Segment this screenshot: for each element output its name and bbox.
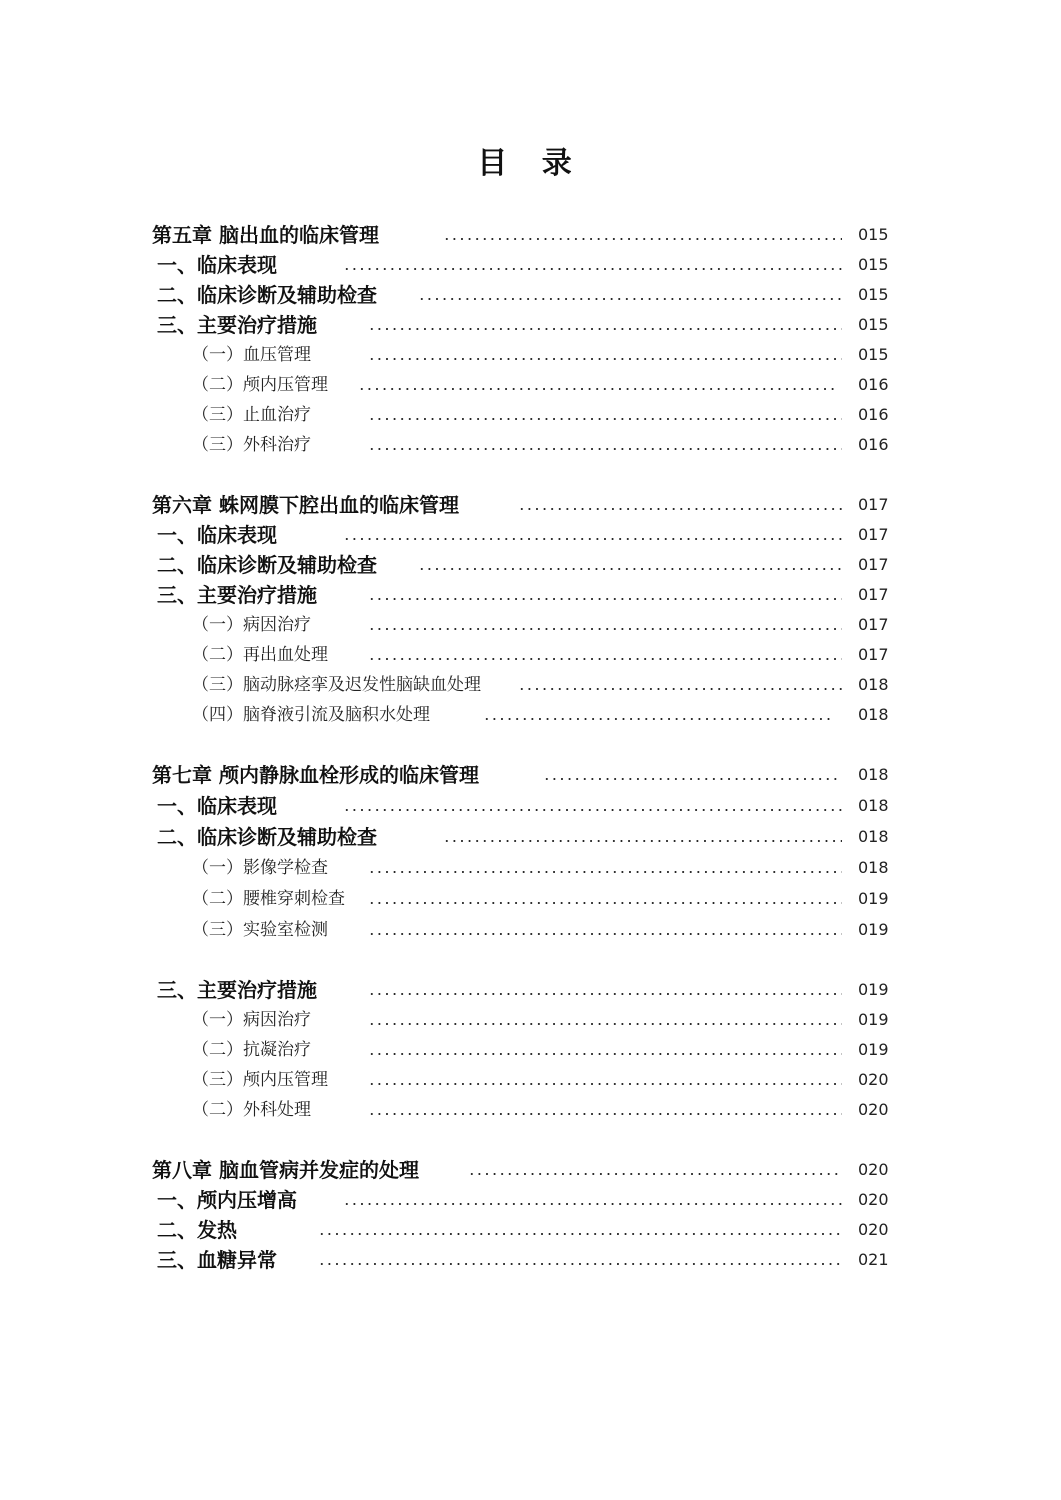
toc-page-number: 019 — [858, 920, 889, 939]
toc-entry-label: 第六章 蛛网膜下腔出血的临床管理 — [152, 493, 459, 517]
toc-chapter-entry — [0, 1155, 1061, 1185]
toc-entry-label: 三、主要治疗措施 — [157, 313, 317, 337]
dot-leader — [483, 717, 834, 721]
toc-entry-label: 一、临床表现 — [157, 794, 277, 818]
toc-page-number: 019 — [858, 1010, 889, 1029]
toc-entry-label: （一）血压管理 — [192, 345, 311, 365]
toc-entry-label: 三、血糖异常 — [157, 1248, 277, 1272]
toc-page-number: 015 — [858, 285, 889, 304]
toc-section-entry — [0, 280, 1061, 310]
toc-entry-label: （一）影像学检查 — [192, 858, 328, 878]
toc-page-number: 020 — [858, 1160, 889, 1179]
dot-leader — [468, 1172, 842, 1176]
toc-section-entry — [0, 791, 1061, 821]
toc-entry-label: 三、主要治疗措施 — [157, 583, 317, 607]
toc-entry-label: （二）腰椎穿刺检查 — [192, 889, 345, 909]
toc-page-number: 017 — [858, 555, 889, 574]
toc-subsection-entry — [0, 853, 1061, 883]
toc-subsection-entry — [0, 1095, 1061, 1125]
toc-page-number: 018 — [858, 827, 889, 846]
dot-leader — [368, 870, 842, 874]
toc-subsection-entry — [0, 915, 1061, 945]
toc-subsection-entry — [0, 340, 1061, 370]
dot-leader — [358, 387, 834, 391]
dot-leader — [443, 839, 842, 843]
toc-subsection-entry — [0, 1005, 1061, 1035]
toc-subsection-entry — [0, 1065, 1061, 1095]
toc-page-number: 021 — [858, 1250, 889, 1269]
toc-subsection-entry — [0, 640, 1061, 670]
toc-entry-label: 一、临床表现 — [157, 523, 277, 547]
toc-page-number: 017 — [858, 615, 889, 634]
toc-section-entry — [0, 310, 1061, 340]
dot-leader — [368, 627, 842, 631]
dot-leader — [318, 1232, 842, 1236]
toc-entry-label: （三）实验室检测 — [192, 920, 328, 940]
toc-entry-label: 一、颅内压增高 — [157, 1188, 297, 1212]
toc-subsection-entry — [0, 610, 1061, 640]
dot-leader — [368, 932, 842, 936]
toc-page-number: 017 — [858, 585, 889, 604]
toc-subsection-entry — [0, 884, 1061, 914]
toc-page-number: 015 — [858, 345, 889, 364]
toc-section-entry — [0, 580, 1061, 610]
dot-leader — [368, 657, 842, 661]
toc-section-entry — [0, 822, 1061, 852]
dot-leader — [368, 1022, 842, 1026]
toc-page-number: 017 — [858, 645, 889, 664]
dot-leader — [343, 1202, 842, 1206]
toc-section-entry — [0, 520, 1061, 550]
toc-page-number: 017 — [858, 495, 889, 514]
toc-page-number: 016 — [858, 435, 889, 454]
toc-entry-label: （四）脑脊液引流及脑积水处理 — [192, 705, 430, 725]
toc-page-number: 018 — [858, 675, 889, 694]
toc-entry-label: （一）病因治疗 — [192, 1010, 311, 1030]
toc-subsection-entry — [0, 430, 1061, 460]
toc-section-entry — [0, 1185, 1061, 1215]
dot-leader — [343, 537, 842, 541]
toc-entry-label: （二）颅内压管理 — [192, 375, 328, 395]
toc-page-number: 018 — [858, 858, 889, 877]
toc-entry-label: 第八章 脑血管病并发症的处理 — [152, 1158, 419, 1182]
toc-page-number: 019 — [858, 1040, 889, 1059]
dot-leader — [368, 417, 842, 421]
dot-leader — [543, 777, 842, 781]
toc-entry-label: 一、临床表现 — [157, 253, 277, 277]
toc-entry-label: （二）再出血处理 — [192, 645, 328, 665]
dot-leader — [368, 597, 842, 601]
toc-entry-label: 三、主要治疗措施 — [157, 978, 317, 1002]
toc-page-number: 016 — [858, 375, 889, 394]
toc-page-number: 017 — [858, 525, 889, 544]
toc-subsection-entry — [0, 670, 1061, 700]
dot-leader — [368, 992, 842, 996]
toc-entry-label: 第七章 颅内静脉血栓形成的临床管理 — [152, 763, 479, 787]
toc-subsection-entry — [0, 370, 1061, 400]
dot-leader — [518, 507, 842, 511]
dot-leader — [368, 901, 842, 905]
toc-entry-label: （二）外科处理 — [192, 1100, 311, 1120]
toc-page-number: 018 — [858, 796, 889, 815]
toc-entry-label: 二、临床诊断及辅助检查 — [157, 825, 377, 849]
toc-entry-label: 二、发热 — [157, 1218, 237, 1242]
toc-section-entry — [0, 1245, 1061, 1275]
toc-page-number: 020 — [858, 1100, 889, 1119]
toc-entry-label: 第五章 脑出血的临床管理 — [152, 223, 379, 247]
toc-entry-label: （三）脑动脉痉挛及迟发性脑缺血处理 — [192, 675, 481, 695]
toc-page-number: 019 — [858, 980, 889, 999]
toc-entry-label: 二、临床诊断及辅助检查 — [157, 553, 377, 577]
toc-page-number: 016 — [858, 405, 889, 424]
dot-leader — [368, 447, 842, 451]
toc-section-entry — [0, 250, 1061, 280]
toc-section-entry — [0, 1215, 1061, 1245]
toc-page-number: 020 — [858, 1070, 889, 1089]
toc-subsection-entry — [0, 700, 1061, 730]
toc-title: 目 录 — [477, 146, 584, 181]
toc-chapter-entry — [0, 490, 1061, 520]
dot-leader — [368, 1082, 842, 1086]
toc-page-number: 020 — [858, 1220, 889, 1239]
toc-entry-label: 二、临床诊断及辅助检查 — [157, 283, 377, 307]
toc-page-number: 015 — [858, 225, 889, 244]
dot-leader — [343, 808, 842, 812]
toc-section-entry — [0, 550, 1061, 580]
dot-leader — [518, 687, 842, 691]
dot-leader — [368, 1112, 842, 1116]
dot-leader — [368, 357, 842, 361]
toc-entry-label: （一）病因治疗 — [192, 615, 311, 635]
dot-leader — [418, 297, 842, 301]
toc-page-number: 019 — [858, 889, 889, 908]
toc-chapter-entry — [0, 220, 1061, 250]
toc-entry-label: （三）止血治疗 — [192, 405, 311, 425]
toc-section-entry — [0, 975, 1061, 1005]
toc-page-number: 018 — [858, 705, 889, 724]
dot-leader — [343, 267, 842, 271]
toc-chapter-entry — [0, 760, 1061, 790]
dot-leader — [443, 237, 842, 241]
dot-leader — [368, 327, 842, 331]
toc-subsection-entry — [0, 400, 1061, 430]
toc-page-number: 018 — [858, 765, 889, 784]
toc-page-number: 020 — [858, 1190, 889, 1209]
dot-leader — [318, 1262, 842, 1266]
dot-leader — [368, 1052, 842, 1056]
toc-subsection-entry — [0, 1035, 1061, 1065]
toc-entry-label: （三）外科治疗 — [192, 435, 311, 455]
toc-entry-label: （二）抗凝治疗 — [192, 1040, 311, 1060]
toc-entry-label: （三）颅内压管理 — [192, 1070, 328, 1090]
toc-page-number: 015 — [858, 315, 889, 334]
toc-page-number: 015 — [858, 255, 889, 274]
dot-leader — [418, 567, 842, 571]
